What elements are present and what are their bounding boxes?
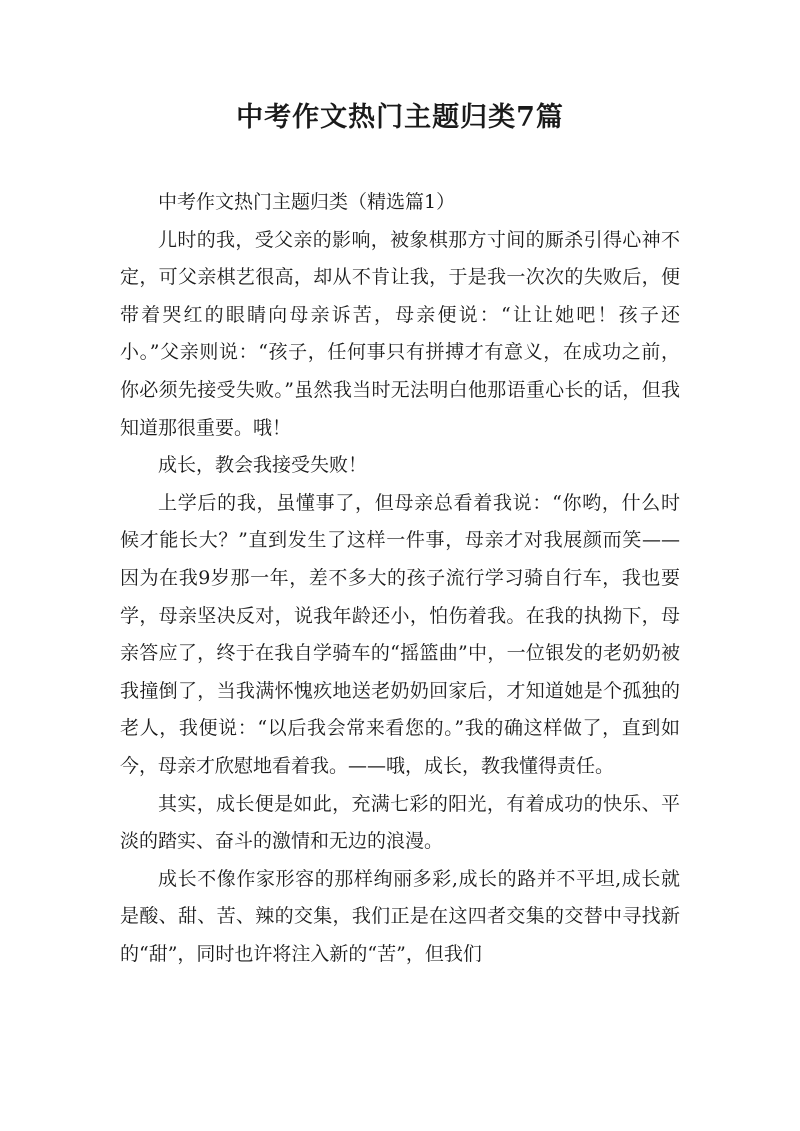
paragraph-growth-path: 成长不像作家形容的那样绚丽多彩,成长的路并不平坦,成长就是酸、甜、苦、辣的交集，我们正是在这四者交集的交替中寻找新的“甜”，同时也许将注入新的“苦”，但我们 — [120, 867, 680, 965]
paragraph-childhood-chess: 儿时的我，受父亲的影响，被象棋那方寸间的厮杀引得心神不定，可父亲棋艺很高，却从不肯让我，于是我一次次的失败后，便带着哭红的眼睛向母亲诉苦，母亲便说：“让让她吧！孩子还小。”父亲则说：“孩子，任何事只有拼搏才有意义，在成功之前，你必须先接受失败。”虽然我当时无法明白他那语重心长的话，但我知道那很重要。哦！ — [120, 228, 680, 439]
document-body — [120, 184, 680, 973]
paragraph-section-heading: 中考作文热门主题归类（精选篇1） — [158, 191, 456, 213]
paragraph-growth-sunshine: 其实，成长便是如此，充满七彩的阳光，有着成功的快乐、平淡的踏实、奋斗的激情和无边的浪漫。 — [120, 792, 680, 853]
document-title: 中考作文热门主题归类7篇 — [236, 102, 564, 133]
paragraph-responsibility: 上学后的我，虽懂事了，但母亲总看着我说：“你哟，什么时候才能长大？”直到发生了这样一件事，母亲才对我展颜而笑——因为在我9岁那一年，差不多大的孩子流行学习骑自行车，我也要学，母亲坚决反对，说我年龄还小，怕伤着我。在我的执拗下，母亲答应了，终于在我自学骑车的“摇篮曲”中，一位银发的老奶奶被我撞倒了，当我满怀愧疚地送老奶奶回家后，才知道她是个孤独的老人，我便说：“以后我会常来看您的。”我的确这样做了，直到如今，母亲才欣慰地看着我。——哦，成长，教我懂得责任。 — [120, 491, 680, 777]
paragraph-accept-failure: 成长，教会我接受失败！ — [158, 454, 368, 477]
